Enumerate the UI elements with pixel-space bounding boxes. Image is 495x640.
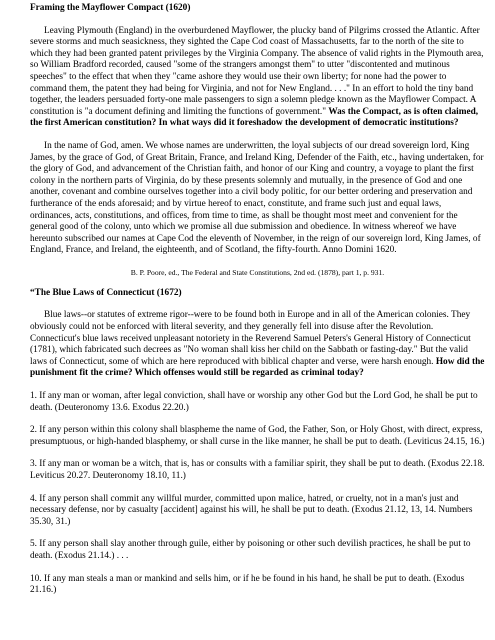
source-citation: B. P. Poore, ed., The Federal and State Constitutions, 2nd ed. (1878), part 1, p. 931. xyxy=(130,267,385,277)
section-blue-laws xyxy=(30,288,485,597)
intro-text: Blue laws--or statutes of extreme rigor--were to be found both in Europe and in all of the American colonies. They obviously could not be enforced with literal severity, and they generally fell into disuse after the Revolution. Connecticut's blue laws received unpleasant notoriety in the Reverend Samuel Peters's General History of Connecticut (1781), which fabricated such decrees as "No woman shall kiss her child on the Sabbath or fasting-day." But the valid laws of Connecticut, some of which are here reproduced with biblical chapter and verse, were harsh enough. xyxy=(30,310,471,367)
law-item: 2. If any person within this colony shall blaspheme the name of God, the Father, Son, or Holy Ghost, with direct, express, presumptuous, or high-handed blasphemy, or shall curse in the like manner, he shall be put to death. (Leviticus 24.15, 16.) xyxy=(30,425,485,447)
intro-paragraph xyxy=(30,26,485,130)
law-item: 4. If any person shall commit any willful murder, committed upon malice, hatred, or cruelty, not in a man's just and necessary defense, nor by casualty [accident] against his will, he shall be put to death. (Exodus 21.12, 13, 14. Numbers 35.30, 31.) xyxy=(30,493,473,527)
law-item: 10. If any man steals a man or mankind and sells him, or if he be found in his hand, he shall be put to death. (Exodus 21.16.) xyxy=(30,573,465,596)
section-heading: Framing the Mayflower Compact (1620) xyxy=(30,3,191,13)
law-item: 3. If any man or woman be a witch, that is, has or consults with a familiar spirit, they shall be put to death. (Exodus 22.18. Leviticus 20.27. Deuteronomy 18.10, 11.) xyxy=(30,459,485,481)
study-question: Was the Compact, as is often claimed, the first American constitution? In what ways did it foreshadow the development of democratic institutions? xyxy=(30,106,479,129)
section-heading: “The Blue Laws of Connecticut (1672) xyxy=(30,287,182,298)
section-mayflower-compact xyxy=(30,3,485,277)
intro-paragraph xyxy=(30,310,485,380)
law-item: 5. If any person shall slay another through guile, either by poisoning or other such devilish practices, he shall be put to death. (Exodus 21.14.) . . . xyxy=(30,539,471,561)
compact-text: In the name of God, amen. We whose names are underwritten, the loyal subjects of our dread sovereign lord, King James, by the grace of God, of Great Britain, France, and Ireland King, Defender of the Faith, etc., having undertaken, for the glory of God, and advancement of the Christian faith, and honor of our King and country, a voyage to plant the first colony in the northern parts of Virginia, do by these presents solemnly and mutually, in the presence of God and one another, covenant and combine ourselves together into a civil body politic, for our better ordering and preservation and furtherance of the ends aforesaid; and by virtue hereof to enact, constitute, and frame such just and equal laws, ordinances, acts, constitutions, and offices, from time to time, as shall be thought most meet and convenient for the general good of the colony, unto which we promise all due submission and obedience. In witness whereof we have hereunto subscribed our names at Cape Cod the eleventh of November, in the reign of our sovereign lord, King James, of England, France, and Ireland, the eighteenth, and of Scotland, the fifty-fourth. Anno Domini 1620. xyxy=(30,140,484,256)
study-question: How did the punishment fit the crime? Which offenses would still be regarded as criminal today? xyxy=(30,356,485,379)
intro-text: Leaving Plymouth (England) in the overburdened Mayflower, the plucky band of Pilgrims crossed the Atlantic. After severe storms and much seasickness, they sighted the Cape Cod coast of Massachusetts, far to the north of the site to which they had been granted patent privileges by the Virginia Company. The absence of valid rights in the Plymouth area, so William Bradford recorded, caused "some of the strangers amongst them" to utter "discontented and mutinous speeches" to the effect that when they "came ashore they would use their own liberty; for none had the power to command them, the patent they had being for Virginia, and not for New England. . . ." In an effort to hold the tiny band together, the leaders persuaded forty-one male passengers to sign a solemn pledge known as the Mayflower Compact. A constitution is "a document defining and limiting the functions of government." xyxy=(30,25,484,117)
law-item: 1. If any man or woman, after legal conviction, shall have or worship any other God but the Lord God, he shall be put to death. (Deuteronomy 13.6. Exodus 22.20.) xyxy=(30,391,478,413)
